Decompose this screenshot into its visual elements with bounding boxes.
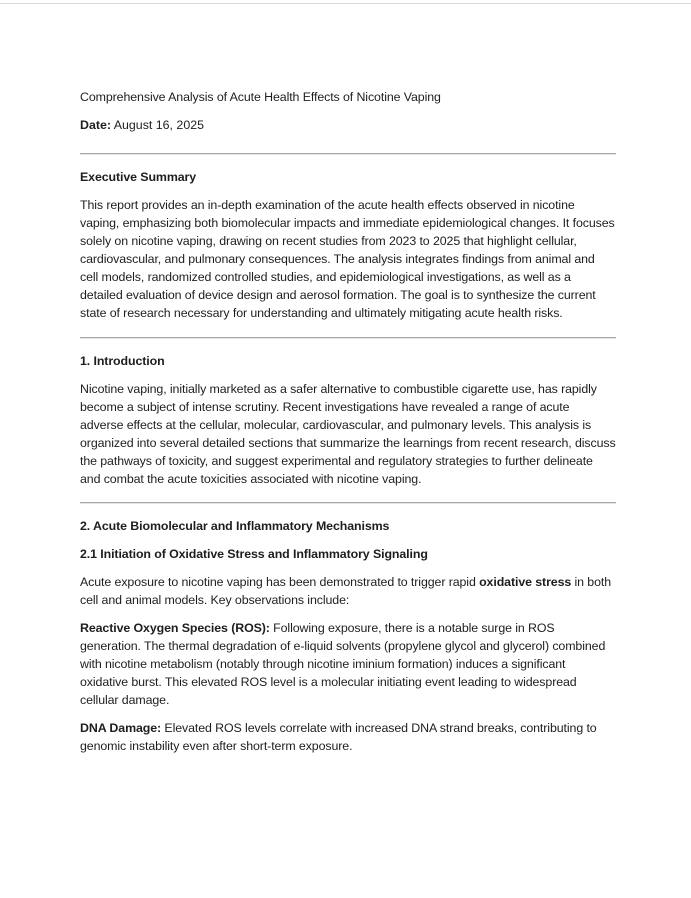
oxidative-stress-intro bbox=[80, 573, 616, 609]
introduction-paragraph: Nicotine vaping, initially marketed as a safer alternative to combustible cigarette use, has rapidly become a subject of intense scrutiny. Recent investigations have revealed a range of acute adverse effects at the cellular, molecular, cardiovascular, and pulmonary levels. This analysis is organized into several detailed sections that summarize the learnings from recent research, discuss the pathways of toxicity, and suggest experimental and regulatory strategies to further delineate and combat the acute toxicities associated with nicotine vaping. bbox=[80, 382, 616, 486]
executive-summary-heading: Executive Summary bbox=[80, 170, 197, 184]
document-title: Comprehensive Analysis of Acute Health Effects of Nicotine Vaping bbox=[80, 90, 441, 104]
dna-label: DNA Damage: bbox=[80, 721, 162, 735]
section-divider bbox=[80, 337, 616, 339]
section-divider bbox=[80, 153, 616, 155]
intro-text-before: Acute exposure to nicotine vaping has been demonstrated to trigger rapid bbox=[80, 575, 480, 589]
ros-label: Reactive Oxygen Species (ROS): bbox=[80, 621, 270, 635]
intro-bold-term: oxidative stress bbox=[479, 575, 572, 589]
executive-summary-paragraph: This report provides an in-depth examination of the acute health effects observed in nicotine vaping, emphasizing both biomolecular impacts and immediate epidemiological changes. It focuses solely on nicotine vaping, drawing on recent studies from 2023 to 2025 that highlight cellular, cardiovascular, and pulmonary consequences. The analysis integrates findings from animal and cell models, randomized controlled studies, and epidemiological investigations, as well as a detailed evaluation of device design and aerosol formation. The goal is to synthesize the current state of research necessary for understanding and ultimately mitigating acute health risks. bbox=[80, 198, 615, 320]
dna-text: Elevated ROS levels correlate with increased DNA strand breaks, contributing to genomic instability even after short-term exposure. bbox=[80, 721, 597, 753]
introduction-heading: 1. Introduction bbox=[80, 354, 165, 368]
date-value: August 16, 2025 bbox=[113, 118, 204, 132]
document-date bbox=[80, 116, 616, 134]
page-top-border bbox=[0, 3, 691, 4]
dna-damage-paragraph bbox=[80, 719, 616, 755]
date-label: Date: bbox=[80, 118, 111, 132]
document-page bbox=[80, 88, 616, 755]
oxidative-stress-subheading: 2.1 Initiation of Oxidative Stress and Inflammatory Signaling bbox=[80, 547, 428, 561]
intro-text-after: in both cell and animal models. Key observations include: bbox=[80, 575, 612, 607]
acute-mechanisms-heading: 2. Acute Biomolecular and Inflammatory Mechanisms bbox=[80, 519, 390, 533]
section-divider bbox=[80, 502, 616, 504]
ros-paragraph bbox=[80, 619, 616, 709]
ros-text: Following exposure, there is a notable surge in ROS generation. The thermal degradation of e-liquid solvents (propylene glycol and glycerol) combined with nicotine metabolism (notably through nicotine iminium formation) induces a significant oxidative burst. This elevated ROS level is a molecular initiating event leading to widespread cellular damage. bbox=[80, 621, 606, 707]
